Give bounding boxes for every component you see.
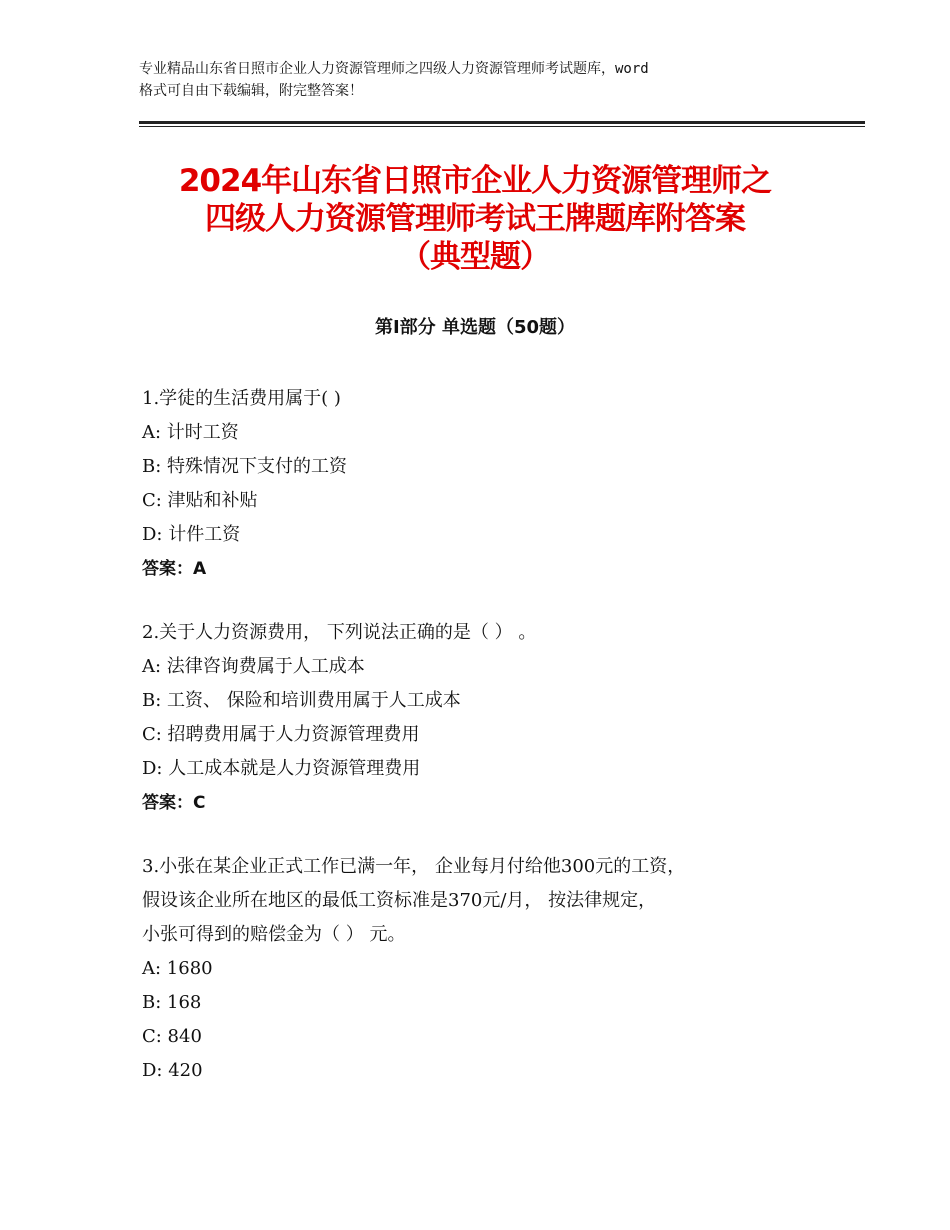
option-b: B: 168	[142, 992, 202, 1013]
option-d: D: 420	[142, 1060, 203, 1081]
header-note-line: 专业精品山东省日照市企业人力资源管理师之四级人力资源管理师考试题库，word	[139, 61, 649, 77]
answer-label: 答案：C	[142, 793, 206, 813]
question-2	[142, 616, 832, 820]
header-note-line: 格式可自由下载编辑，附完整答案！	[139, 83, 363, 99]
header-divider-thick	[139, 121, 865, 124]
title-line: 四级人力资源管理师考试王牌题库附答案	[205, 201, 745, 237]
question-stem: 2.关于人力资源费用， 下列说法正确的是（ ） 。	[142, 622, 537, 643]
header-note	[139, 58, 829, 102]
option-c: C: 津贴和补贴	[142, 490, 258, 511]
option-b: B: 特殊情况下支付的工资	[142, 456, 348, 477]
answer-label: 答案：A	[142, 559, 207, 579]
title-line: （典型题）	[400, 239, 550, 275]
title-line: 2024年山东省日照市企业人力资源管理师之	[178, 163, 772, 199]
question-stem: 假设该企业所在地区的最低工资标准是370元/月， 按法律规定，	[142, 890, 657, 911]
option-a: A: 计时工资	[142, 422, 239, 443]
option-b: B: 工资、 保险和培训费用属于人工成本	[142, 690, 461, 711]
question-stem: 小张可得到的赔偿金为（ ） 元。	[142, 924, 406, 945]
option-c: C: 840	[142, 1026, 202, 1047]
option-a: A: 法律咨询费属于人工成本	[142, 656, 365, 677]
question-stem: 3.小张在某企业正式工作已满一年， 企业每月付给他300元的工资，	[142, 856, 686, 877]
question-list	[142, 382, 832, 1118]
document-title	[60, 162, 890, 276]
option-d: D: 人工成本就是人力资源管理费用	[142, 758, 421, 779]
question-1	[142, 382, 832, 586]
header-divider-thin	[139, 126, 865, 127]
option-a: A: 1680	[142, 958, 213, 979]
option-d: D: 计件工资	[142, 524, 241, 545]
question-stem: 1.学徒的生活费用属于( )	[142, 388, 341, 409]
question-3	[142, 850, 832, 1088]
section-heading: 第Ⅰ部分 单选题（50题）	[374, 317, 575, 338]
option-c: C: 招聘费用属于人力资源管理费用	[142, 724, 420, 745]
